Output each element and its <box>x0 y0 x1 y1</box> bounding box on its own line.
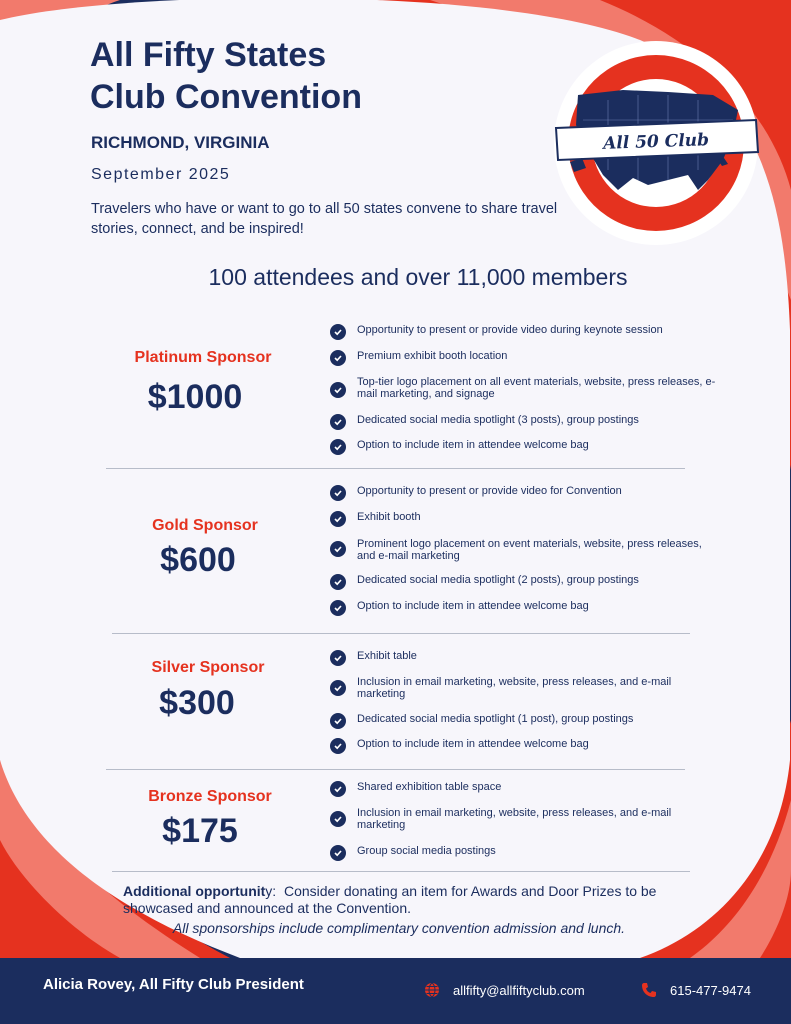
tier-name-bronze: Bronze Sponsor <box>148 788 272 805</box>
benefit-text: Top-tier logo placement on all event materials, website, press releases, e-mail marketing, and signage <box>357 376 716 400</box>
benefit-item <box>330 676 730 700</box>
tier-name-platinum: Platinum Sponsor <box>134 349 272 366</box>
benefit-text: Prominent logo placement on event materials, website, press releases, and e-mail marketing <box>357 538 702 562</box>
benefit-text: Option to include item in attendee welcome bag <box>357 738 589 750</box>
us-map-roundel-logo <box>548 40 764 246</box>
check-icon <box>330 600 346 616</box>
benefit-item <box>330 845 730 861</box>
tier-price-platinum: $1000 <box>147 378 243 416</box>
benefit-text: Exhibit table <box>357 650 417 662</box>
tier-price-gold: $600 <box>160 541 236 579</box>
check-icon <box>330 650 346 666</box>
benefit-text: Opportunity to present or provide video during keynote session <box>357 324 663 336</box>
tier-name-silver: Silver Sponsor <box>151 659 265 676</box>
benefit-text: Group social media postings <box>357 845 496 857</box>
logo-banner-text: All 50 Club <box>602 130 710 154</box>
benefit-text: Option to include item in attendee welcome bag <box>357 600 589 612</box>
check-icon <box>330 713 346 729</box>
president-name: Alicia Rovey, All Fifty Club President <box>43 976 304 993</box>
phone-contact[interactable] <box>641 982 751 998</box>
benefit-text: Dedicated social media spotlight (2 posts), group postings <box>357 574 639 586</box>
event-city: RICHMOND, VIRGINIA <box>91 133 270 152</box>
benefit-text: Option to include item in attendee welcome bag <box>357 439 589 451</box>
additional-label: Additional opportunit <box>123 883 266 899</box>
check-icon <box>330 439 346 455</box>
benefit-item <box>330 324 730 340</box>
benefit-item <box>330 738 730 754</box>
benefit-item <box>330 713 730 729</box>
benefit-item <box>330 538 730 562</box>
benefit-item <box>330 350 730 366</box>
sponsorship-note: All sponsorships include complimentary convention admission and lunch. <box>172 920 626 936</box>
benefit-text: Premium exhibit booth location <box>357 350 508 362</box>
benefit-item <box>330 807 730 831</box>
benefit-text: Dedicated social media spotlight (3 posts), group postings <box>357 414 639 426</box>
benefit-text: Dedicated social media spotlight (1 post), group postings <box>357 713 634 725</box>
globe-icon <box>424 982 440 998</box>
check-icon <box>330 845 346 861</box>
benefit-item <box>330 650 730 666</box>
phone-icon <box>641 982 657 998</box>
check-icon <box>330 414 346 430</box>
check-icon <box>330 511 346 527</box>
additional-opportunity <box>123 883 723 917</box>
tier-divider <box>112 633 690 634</box>
tier-price-silver: $300 <box>159 684 235 722</box>
benefit-text: Inclusion in email marketing, website, press releases, and e-mail marketing <box>357 676 672 700</box>
benefit-item <box>330 414 730 430</box>
benefit-text: Inclusion in email marketing, website, press releases, and e-mail marketing <box>357 807 672 831</box>
email-link[interactable]: allfifty@allfiftyclub.com <box>453 982 585 998</box>
event-date: September 2025 <box>91 166 231 183</box>
attendance-stat: 100 attendees and over 11,000 members <box>208 264 628 290</box>
check-icon <box>330 738 346 754</box>
check-icon <box>330 574 346 590</box>
check-icon <box>330 324 346 340</box>
additional-text: Consider donating an item for Awards and Door Prizes to be showcased and announced at the Convention. <box>123 883 657 916</box>
benefit-item <box>330 600 730 616</box>
tier-divider <box>106 468 685 469</box>
check-icon <box>330 382 346 398</box>
benefit-item <box>330 376 730 400</box>
benefit-item <box>330 439 730 455</box>
phone-number[interactable]: 615-477-9474 <box>670 982 751 998</box>
benefit-item <box>330 574 730 590</box>
benefit-text: Shared exhibition table space <box>357 781 502 793</box>
check-icon <box>330 811 346 827</box>
benefit-item <box>330 781 730 797</box>
event-intro: Travelers who have or want to go to all 50 states convene to share travel stories, connect, and be inspired! <box>91 201 558 237</box>
additional-label-rest: y: <box>265 883 277 899</box>
tier-price-bronze: $175 <box>162 812 238 850</box>
tier-divider <box>106 769 685 770</box>
title-line-2: Club Convention <box>90 78 362 116</box>
benefit-item <box>330 511 730 527</box>
tier-name-gold: Gold Sponsor <box>152 517 258 534</box>
check-icon <box>330 350 346 366</box>
check-icon <box>330 781 346 797</box>
title-line-1: All Fifty States <box>90 36 327 74</box>
tier-divider <box>112 871 690 872</box>
benefit-text: Exhibit booth <box>357 511 421 523</box>
benefit-item <box>330 485 730 501</box>
benefit-text: Opportunity to present or provide video for Convention <box>357 485 622 497</box>
page-title <box>90 34 450 118</box>
check-icon <box>330 680 346 696</box>
check-icon <box>330 541 346 557</box>
check-icon <box>330 485 346 501</box>
email-contact[interactable] <box>424 982 585 998</box>
